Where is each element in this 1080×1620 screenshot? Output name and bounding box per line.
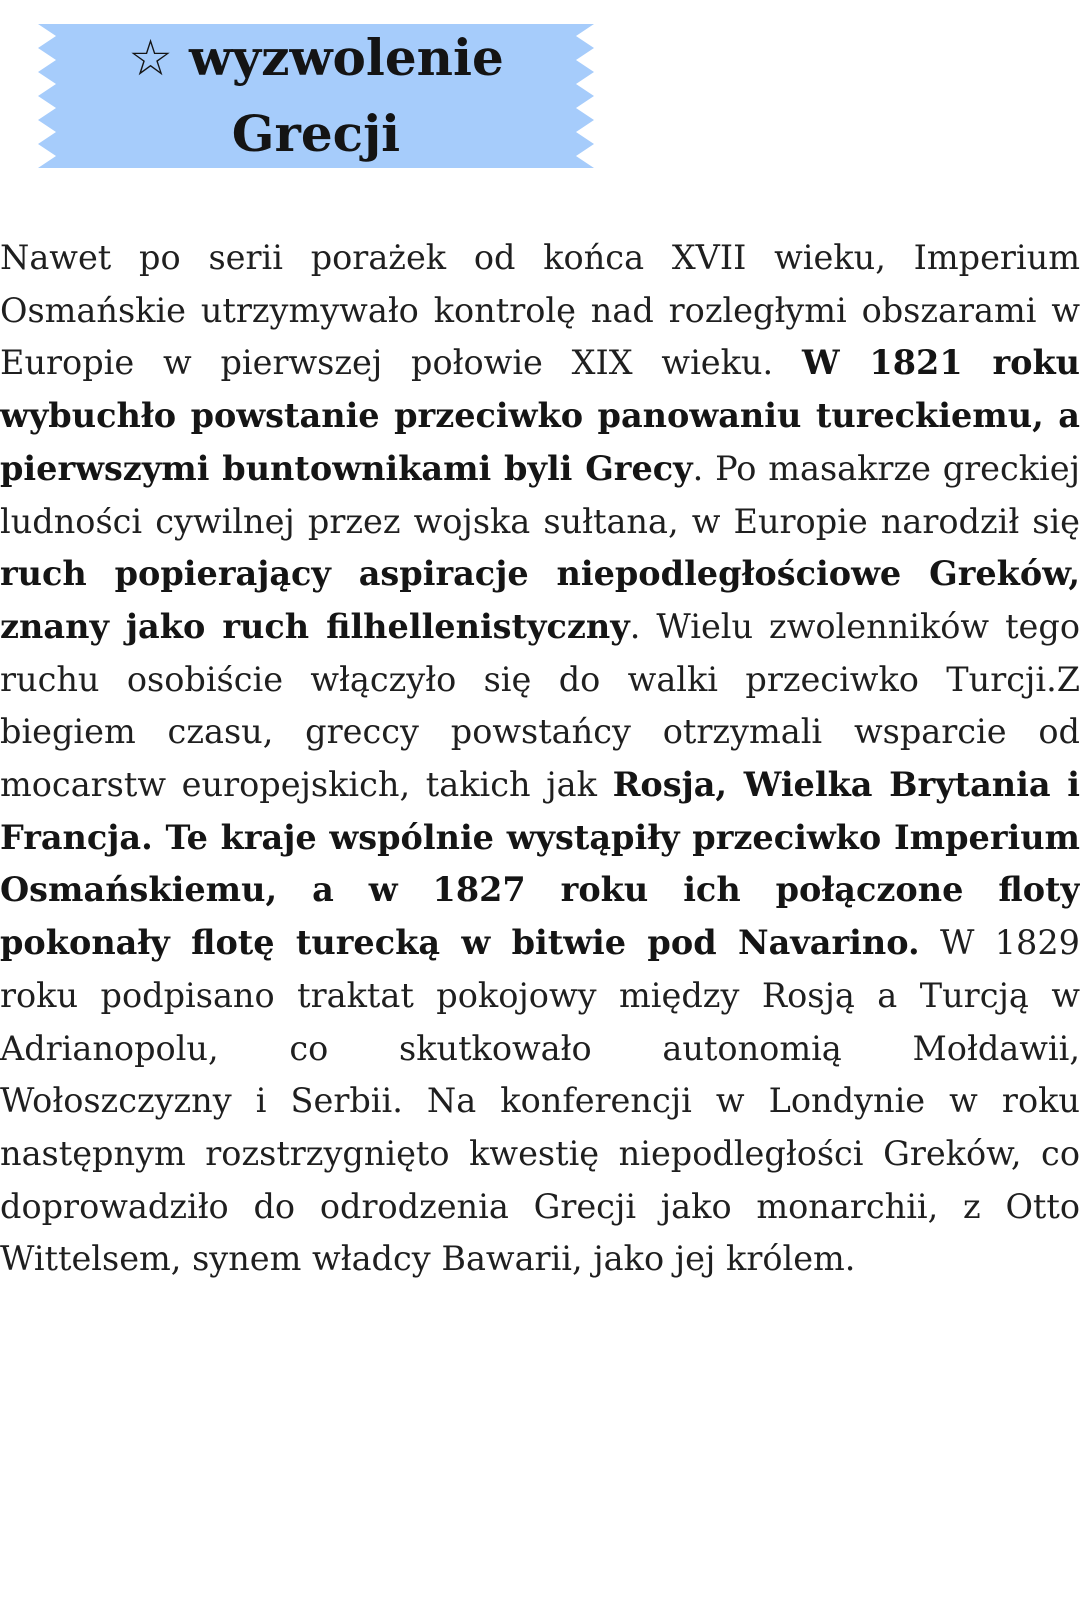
star-icon: ☆ (128, 29, 173, 87)
page-title-text: wyzwolenie Grecji (188, 28, 504, 163)
text-segment: Nawet po serii porażek od końca XVII wieku, Imperium Osmańskie utrzymywało kontrolę nad rozległymi obszarami w Europie w pierwszej połowie XIX wieku. (0, 238, 1080, 383)
text-segment-bold: ruch popierający aspiracje niepodległościowe Greków, znany jako ruch filhellenistyczny (0, 554, 1080, 646)
text-segment: W 1829 roku podpisano traktat pokojowy między Rosją a Turcją w Adrianopolu, co skutkowało autonomią Mołdawii, Wołoszczyzny i Serbii. Na konferencji w Londynie w roku następnym rozstrzygnięto kwestię niepodległości Greków, co doprowadziło do odrodzenia Grecji jako monarchii, z Otto Wittelsem, synem władcy Bawarii, jako jej królem. (0, 923, 1080, 1279)
text-segment: . Po masakrze greckiej ludności cywilnej przez wojska sułtana, w Europie narodził się (0, 448, 1080, 541)
text-segment-bold: Rosja, Wielka Brytania i Francja. Te kraje wspólnie wystąpiły przeciwko Imperium Osmańskiemu, a w 1827 roku ich połączone floty pokonały flotę turecką w bitwie pod Navarino. (0, 765, 1080, 963)
page-title (38, 24, 594, 168)
body-paragraph (0, 232, 1080, 1286)
text-segment-bold: W 1821 roku wybuchło powstanie przeciwko panowaniu tureckiemu, a pierwszymi buntownikami byli Grecy (0, 343, 1080, 488)
text-segment: . Wielu zwolenników tego ruchu osobiście włączyło się do walki przeciwko Turcji.Z biegiem czasu, greccy powstańcy otrzymali wsparcie od mocarstw europejskich, takich jak (0, 606, 1080, 805)
title-ribbon (38, 24, 594, 168)
